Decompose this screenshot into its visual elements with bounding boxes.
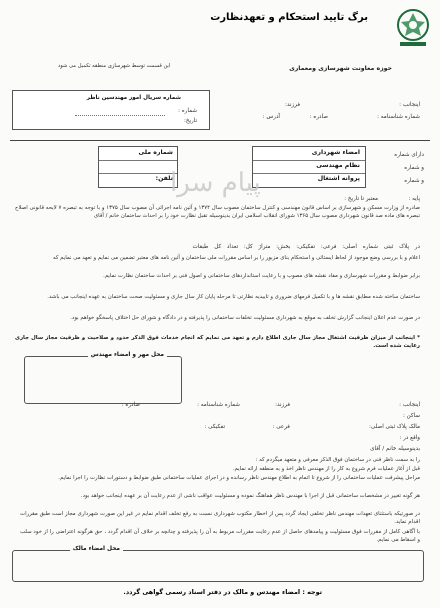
grade-label: پایه : [408,196,420,202]
owner-pledge-p6: با آگاهی کامل از مقررات فوق مسئولیت و پیامدهای حاصل از عدم رعایت مقررات مربوط به آن را پذیرفته و چنانچه بر خلاف آن اقدام گردد ، حق هرگونه اعتراضی را از خود سلب و اسقاط می نمایم. [20,529,420,544]
owner-label: اینجانب : [399,102,420,108]
owner-issued-label: صادره : [309,114,328,120]
owner-pledge-sub: فرعی : [272,424,290,430]
owner-section [230,102,420,132]
owner-pledge-p3: مراحل پیشرفت عملیات ساختمانی را از شروع تا اتمام به اطلاع مهندس ناظر رسانده و در اجرای عملیات ساختمانی طبق ضوابط و دستورات نظارت را اجرا نمایم. [58,475,420,481]
registry-field-3: پروانه اشتغال [317,175,360,182]
registry-field-2: نظام مهندسی [316,162,360,169]
pledge-location-line: در پلاک ثبتی شماره اصلی: فرعی: تفکیکی: بخش: متراژ کل: تعداد کل طبقات [192,244,420,250]
top-note: این قسمت توسط شهرسازی منطقه تکمیل می شود [58,63,171,69]
owner-pledge-residence: ساکن : [403,413,420,419]
registry-right-3: و شماره [404,178,424,184]
phone-label: تلفن: [155,175,173,182]
owner-pledge-id: شماره شناسنامه : [197,402,240,408]
registry-right-labels [374,150,424,190]
registry-right-2: و شماره [404,165,424,171]
owner-pledge-p1: را به سمت ناظر فنی در ساختمان فوق الذکر معرفی و متعهد میگردم که : [255,457,420,463]
pledge-paragraph-5: در صورت عدم اعلان اینجانب گزارش تخلف به موقع به شهرداری مسئولیت تخلفات ساختمانی را پذیرفته و در دادگاه و شورای حل اختلاف پاسخگو خواهم بود. [70,315,420,321]
national-id-label: شماره ملی [138,149,173,156]
owner-pledge-label: اینجانب : [399,402,420,408]
registry-field-1: امضاء شهرداری [311,149,360,156]
serial-date-label: تاریخ: [183,118,197,124]
pledge-paragraph-3: برابر ضوابط و مقررات شهرسازی و مفاد نقشه های مصوب و با رعایت استانداردهای ساختمانی و اصول فنی بر احداث ساختمان نظارت نمایم. [103,273,420,279]
owner-father-label: فرزند: [285,102,300,108]
owner-pledge-father: فرزند: [275,402,290,408]
registry-national-box [98,146,178,188]
registry-right-1: دارای شماره [394,152,424,158]
owner-pledge-area: واقع در : [399,435,420,441]
municipality-logo [394,8,432,50]
owner-pledge-p2: قبل از آغاز عملیات فرم شروع به کار را از مهندس ناظر اخذ و به منطقه ارائه نمایم. [232,466,420,472]
pledge-paragraph-6: * اینجانب از میزان ظرفیت اشتغال مجاز سال جاری اطلاع دارم و تعهد می نمایم که انجام خدمات فوق الذکر حدود و صلاحیت و ظرفیت مجاز سال جاری رعایت شده است. [15,335,420,350]
footer-note: توجه : امضاء مهندس و مالک در دفتر اسناد رسمی گواهی گردد. [123,588,322,596]
owner-pledge-p4: هر گونه تغییر در مشخصات ساختمانی قبل از اجرا با مهندس ناظر هماهنگ نموده و مسئولیت عواقب ناشی از عدم رعایت آن بر عهده اینجانب خواهد بود. [80,493,420,499]
serial-box-title: شماره سریال امور مهندسین ناظر [86,95,181,101]
owner-pledge-issued: صادره : [121,402,140,408]
owner-pledge-split: تفکیکی : [204,424,225,430]
serial-number-label: شماره : [178,108,197,114]
serial-box [12,90,210,130]
owner-id-label: شماره شناسنامه : [377,114,420,120]
owner-pledge-p5: در صورتیکه باستثنای تعهدات مهندس ناظر تخلفی ایجاد گردد پس از اخطار مکتوب شهرداری نسبت به رفع تخلف اقدام نمایم در غیر این صورت شهرداری مجاز است طبق مقررات اقدام نماید. [20,511,420,526]
form-title: برگ تایید استحکام و تعهدنظارت [210,12,368,23]
pledge-paragraph-1: صادره از وزارت مسکن و شهرسازی بر اساس قانون مهندسی و کنترل ساختمان مصوب سال ۱۳۷۴ و آئین نامه اجرائی آن مصوب سال ۱۳۷۵ و با توجه به تبصره ۷ لایحه قانونی اصلاح تبصره های ماده صد قانون شهرداری مصوب سال ۱۳۶۵ شورای انقلاب اسلامی ایران بدینوسیله تقبل نظارت خود را بر احداث ساختمان خانم / آقای [15,205,421,220]
watermark: پیام سرا [170,168,261,198]
owner-signature-title: محل امضاء مالک [70,546,123,552]
registry-box [252,146,366,188]
office-name: حوزه معاونت شهرسازی ومعماری [289,65,392,72]
valid-date-label: معتبر تا تاریخ : [344,196,378,202]
pledge-paragraph-4: ساختمان ساخته شده مطابق نقشه ها و با تکمیل فرمهای ضروری و تاییدیه نظارتی تا مرحله پایان کار سال جاری و مسئولیت صحت ساختمان به عهده اینجانب می باشد. [47,294,420,300]
engineer-signature-title: محل مهر و امضاء مهندس [88,352,167,358]
owner-signature-box[interactable] [12,546,424,582]
engineer-signature-box[interactable] [24,352,182,404]
owner-address-label: آدرس : [262,114,280,120]
pledge-paragraph-2: اعلام و با بررسی وضع موجود از لحاظ ایستائی و استحکام بنای مزبور را بر اساس مقررات ملی ساختمان و آئین نامه های معتبر تضمین می نمایم و تعهد می نمایم که [52,255,420,261]
owner-pledge-engineer: بدینوسیله خانم / آقای [370,446,420,452]
owner-pledge-plate: مالک پلاک ثبتی اصلی: [369,424,420,430]
